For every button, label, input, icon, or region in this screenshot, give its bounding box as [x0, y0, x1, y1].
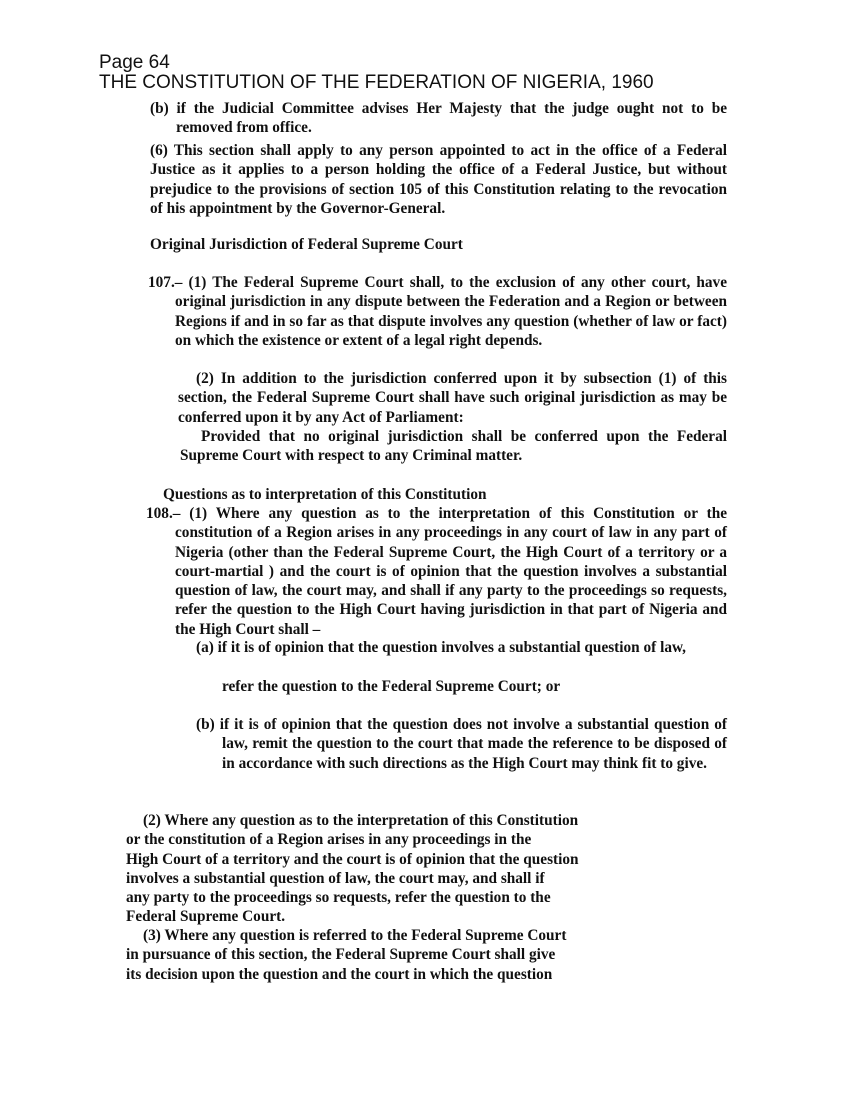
- section-107-subsection-2: (2) In addition to the jurisdiction conferred upon it by subsection (1) of this section, the Federal Supreme Court shall have such original jurisdiction as may be conferred upon it by any Act of Parliament:: [178, 370, 727, 426]
- text-line: (2) Where any question as to the interpretation of this Constitution: [143, 812, 579, 829]
- text-line: High Court of a territory and the court is of opinion that the question: [126, 850, 579, 868]
- text-line: (3) Where any question is referred to the Federal Supreme Court: [143, 927, 567, 944]
- section-108-heading: Questions as to interpretation of this Constitution: [163, 486, 487, 503]
- text-line: involves a substantial question of law, the court may, and shall if: [126, 869, 545, 887]
- text-line: any party to the proceedings so requests, refer the question to the: [126, 889, 551, 907]
- section-106-clause-b: (b) if the Judicial Committee advises Her Majesty that the judge ought not to be removed from office.: [150, 100, 727, 137]
- section-108-subsection-2: [126, 811, 579, 927]
- section-108-subsection-3: [126, 926, 566, 984]
- page-number: Page 64: [99, 52, 170, 73]
- document-title: THE CONSTITUTION OF THE FEDERATION OF NIGERIA, 1960: [99, 72, 654, 93]
- text-line: Federal Supreme Court.: [126, 908, 286, 926]
- section-108-clause-a: (a) if it is of opinion that the question involves a substantial question of law,: [196, 639, 687, 656]
- section-107-proviso: Provided that no original jurisdiction shall be conferred upon the Federal Supreme Court with respect to any Criminal matter.: [180, 428, 727, 465]
- section-108-subsection-1: 108.– (1) Where any question as to the interpretation of this Constitution or the constitution of a Region arises in any proceedings in any court of law in any part of Nigeria (other than the Federal Supreme Court, the High Court of a territory or a court-martial ) and the court is of opinion that the question involves a substantial question of law, the court may, and shall if any party to the proceedings so requests, refer the question to the High Court having jurisdiction in that part of Nigeria and the High Court shall –: [146, 505, 727, 638]
- section-107-heading: Original Jurisdiction of Federal Supreme Court: [150, 236, 463, 253]
- text-line: in pursuance of this section, the Federal Supreme Court shall give: [126, 946, 556, 964]
- section-107-subsection-1: 107.– (1) The Federal Supreme Court shall, to the exclusion of any other court, have original jurisdiction in any dispute between the Federation and a Region or between Regions if and in so far as that dispute involves any question (whether of law or fact) on which the existence or extent of a legal right depends.: [148, 274, 727, 349]
- section-106-subsection-6: (6) This section shall apply to any person appointed to act in the office of a Federal Justice as it applies to a person holding the office of a Federal Justice, but without prejudice to the provisions of section 105 of this Constitution relating to the revocation of his appointment by the Governor-General.: [150, 142, 727, 217]
- section-108-clause-a-continuation: refer the question to the Federal Supreme Court; or: [222, 678, 561, 695]
- section-108-clause-b: (b) if it is of opinion that the question does not involve a substantial question of law, remit the question to the court that made the reference to be disposed of in accordance with such directions as the High Court may think fit to give.: [196, 716, 727, 772]
- text-line: or the constitution of a Region arises in any proceedings in the: [126, 831, 532, 849]
- text-line: its decision upon the question and the court in which the question: [126, 965, 553, 983]
